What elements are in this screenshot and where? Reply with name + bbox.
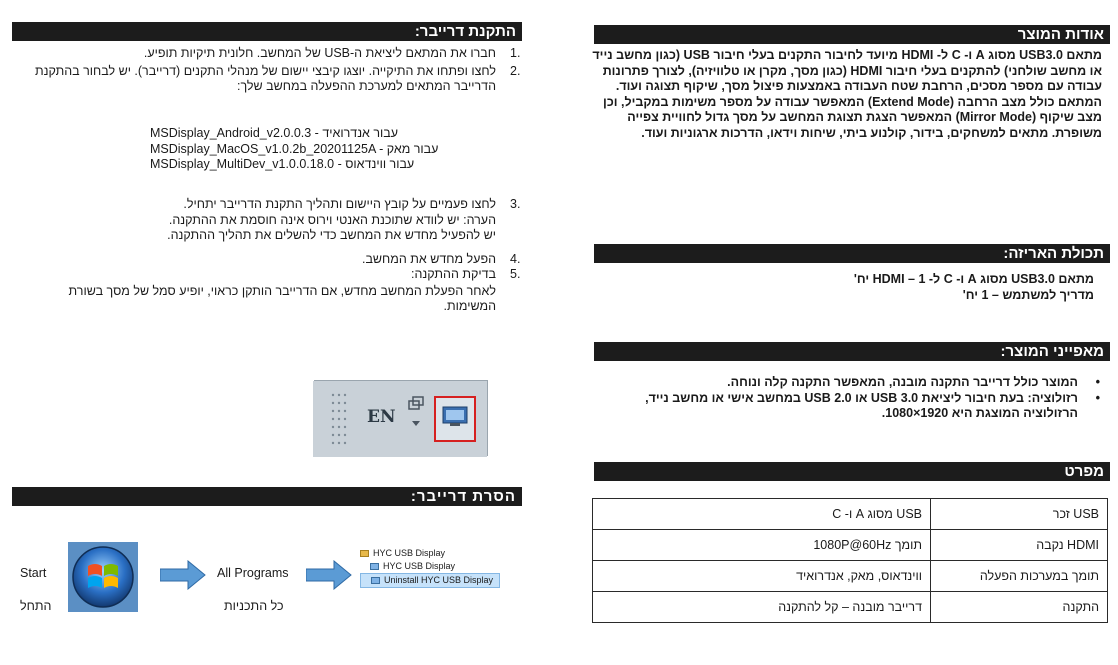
step-text: בדיקת ההתקנה: [411,267,496,281]
about-paragraph-2: המתאם כולל מצב הרחבה (Extend Mode) המאפשר עבודה על מספר משימות במקביל, וכן מצב שיקוף (Mirror Mode) המאפשר הצגת תצוגת המחשב על מסך גדול לחוויית צפייה משופרת. מתאים למשחקים, בידור, קולנוע ביתי, שיחות וידאו, הדרכות ארגוניות ועוד. [603,94,1102,140]
feature-item [604,375,1100,391]
menu-app-item[interactable] [360,560,500,573]
features-list [604,375,1100,422]
spec-key: HDMI נקבה [931,530,1108,561]
menu-item-label: HYC USB Display [383,561,456,571]
install-steps-cont [20,197,528,315]
file-macos: MSDisplay_MacOS_v1.0.2b_20201125A - עבור מאק [150,141,439,156]
step-1 [20,46,528,62]
all-programs-label-en: All Programs [217,566,289,580]
table-row [593,530,1108,561]
file-android: MSDisplay_Android_v2.0.0.3 - עבור אנדרואיד [150,126,399,140]
taskbar-screenshot [314,380,488,456]
table-row [593,592,1108,623]
feature-text: רזולוציה: בעת חיבור ליציאת USB 3.0 או USB 2.0 במחשב אישי או מחשב נייד, הרזולוציה המוצגת היא 1920×1080. [645,390,1078,420]
windows-start-orb-icon [68,542,138,612]
bullet-icon: • [1095,390,1100,405]
driver-file-list [150,126,478,173]
step-number: 5. [510,267,521,281]
table-row [593,499,1108,530]
file-windows: MSDisplay_MultiDev_v1.0.0.18.0 - עבור ווינדאוס [150,157,415,171]
step-3-body [20,197,496,244]
table-row [593,561,1108,592]
menu-item-label: HYC USB Display [373,548,446,558]
taskbar-lang-label: EN [367,407,396,427]
install-steps [20,46,528,95]
menu-folder-item [360,547,500,560]
taskbar-graphic [313,381,487,457]
install-title: התקנת דרייבר: [12,22,522,41]
features-title: מאפייני המוצר: [594,342,1110,361]
start-menu-snippet [360,547,500,593]
start-label-en: Start [20,566,47,580]
arrow-right-icon [306,560,352,590]
about-title: אודות המוצר [594,25,1110,44]
step-5 [20,267,528,283]
step-number: 3. [510,197,521,211]
menu-uninstall-item[interactable] [360,573,500,588]
monitor-icon [371,577,380,584]
note-antivirus: הערה: יש לוודא שתוכנת האנטי וירוס אינה חוסמת את ההתקנה. [168,212,496,227]
step-text: לחצו פעמיים על קובץ היישום ותהליך התקנת הדרייבר יתחיל. [183,197,496,211]
feature-item [604,391,1100,422]
monitor-icon [370,563,379,570]
menu-item-label: Uninstall HYC USB Display [384,575,494,585]
package-item: מתאם USB3.0 מסוג A ו- C ל- HDMI – 1 יח' [853,272,1094,286]
note-restart: יש להפעיל מחדש את המחשב כדי להשלים את תהליך ההתקנה. [167,228,496,242]
step-text: הפעל מחדש את המחשב. [361,251,496,266]
spec-title: מפרט [594,462,1110,481]
spec-value: ווינדאוס, מאק, אנדרואיד [593,561,931,592]
about-paragraph-1: מתאם USB3.0 מסוג A ו- C ל- HDMI מיועד לחיבור התקנים בעלי חיבור USB (כגון מחשב נייד או מחשב שולחני) להתקנים בעלי חיבור HDMI (כגון מסך, מקרן או טלוויזיה), לצורך פתרונות עבודה עם מספר מסכים, הרחבת שטח העבודה באמצעות פיצול מסך, שיקוף תצוגה ועוד. [592,48,1102,93]
arrow-right-icon [160,560,206,590]
step-2 [20,64,528,95]
feature-text: המוצר כולל דרייבר התקנה מובנה, המאפשר התקנה קלה ונוחה. [727,375,1078,389]
spec-value: תומך 1080P@60Hz [593,530,931,561]
spec-key: תומך במערכות הפעלה [931,561,1108,592]
remove-title: הסרת דרייבר: [12,487,522,506]
step-number: 2. [510,63,521,78]
step-3 [20,197,528,244]
folder-icon [360,550,369,557]
package-list [594,272,1094,303]
about-text [590,48,1102,141]
spec-value: דרייבר מובנה – קל להתקנה [593,592,931,623]
all-programs-label-he: כל התכניות [224,599,284,613]
spec-key: USB זכר [931,499,1108,530]
start-label-he: התחל [20,599,52,613]
package-title: תכולת האריזה: [594,244,1110,263]
step-4 [20,252,528,268]
package-item: מדריך למשתמש – 1 יח' [962,287,1094,302]
step-number: 1. [510,46,521,60]
step-number: 4. [510,251,521,266]
install-check-text: לאחר הפעלת המחשב מחדש, אם הדרייבר הותקן כראוי, יופיע סמל של מסך בשורת המשימות. [68,283,496,313]
step-text: חברו את המתאם ליציאת ה-USB של המחשב. חלונית תיקיות תופיע. [143,46,496,60]
step-text: לחצו ופתחו את התיקייה. יוצגו קיבצי יישום של מנהלי התקנים (דרייבר). יש לבחור בהתקנת הדרייבר המתאים למערכת ההפעלה במחשב שלך: [34,63,496,93]
spec-key: התקנה [931,592,1108,623]
spec-table [592,498,1108,623]
bullet-icon: • [1095,375,1100,389]
spec-value: USB מסוג A ו- C [593,499,931,530]
